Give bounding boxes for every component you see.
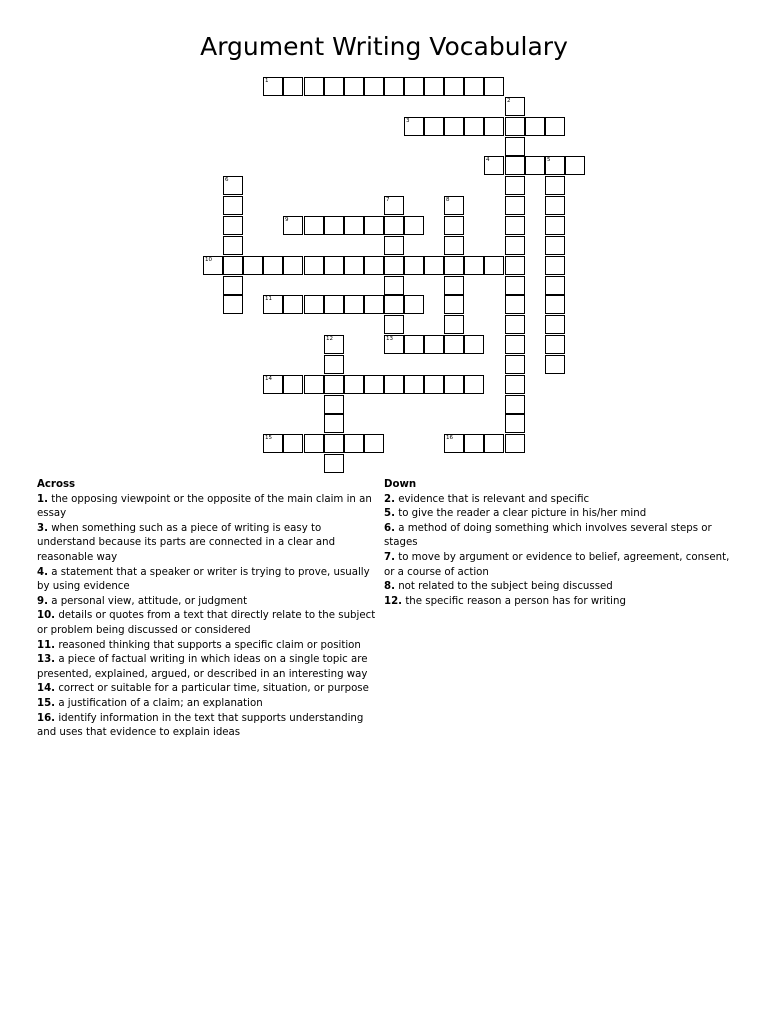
clue-number-label: 16 <box>446 435 453 441</box>
grid-cell[interactable] <box>444 216 464 235</box>
grid-cell[interactable] <box>505 395 525 414</box>
clue-number: 5. <box>384 508 395 520</box>
grid-cell[interactable] <box>464 117 484 136</box>
grid-cell[interactable] <box>464 434 484 453</box>
clue-number: 1. <box>37 493 48 505</box>
grid-cell[interactable] <box>384 256 404 275</box>
grid-cell[interactable] <box>324 335 344 354</box>
grid-cell[interactable] <box>404 375 424 394</box>
grid-cell[interactable] <box>364 77 384 96</box>
clue-number-label: 3 <box>406 118 410 124</box>
clue-number-label: 15 <box>265 435 272 441</box>
grid-cell[interactable] <box>444 236 464 255</box>
grid-cell[interactable] <box>505 97 525 116</box>
grid-cell[interactable] <box>364 434 384 453</box>
grid-cell[interactable] <box>424 375 444 394</box>
grid-cell[interactable] <box>545 335 565 354</box>
grid-cell[interactable] <box>324 216 344 235</box>
grid-cell[interactable] <box>505 335 525 354</box>
grid-cell[interactable] <box>364 256 384 275</box>
grid-cell[interactable] <box>464 375 484 394</box>
grid-cell[interactable] <box>364 216 384 235</box>
down-clue <box>384 595 734 610</box>
across-clue <box>37 682 377 697</box>
clue-text: when something such as a piece of writing is easy to understand because its parts are connected in a clear and reasonable way <box>37 522 336 563</box>
grid-cell[interactable] <box>484 77 504 96</box>
grid-cell[interactable] <box>444 256 464 275</box>
clue-number-label: 14 <box>265 376 272 382</box>
grid-cell[interactable] <box>505 216 525 235</box>
grid-cell[interactable] <box>505 256 525 275</box>
down-clue <box>384 580 734 595</box>
clue-number: 13. <box>37 654 56 666</box>
clue-number: 6. <box>384 522 395 534</box>
grid-cell[interactable] <box>424 335 444 354</box>
grid-cell[interactable] <box>444 335 464 354</box>
grid-cell[interactable] <box>324 355 344 374</box>
across-clues <box>37 478 377 741</box>
clue-number-label: 2 <box>507 98 511 104</box>
grid-cell[interactable] <box>484 434 504 453</box>
grid-cell[interactable] <box>444 315 464 334</box>
grid-cell[interactable] <box>404 216 424 235</box>
grid-cell[interactable] <box>545 256 565 275</box>
grid-cell[interactable] <box>545 236 565 255</box>
grid-cell[interactable] <box>324 454 344 473</box>
grid-cell[interactable] <box>505 176 525 195</box>
grid-cell[interactable] <box>344 216 364 235</box>
grid-cell[interactable] <box>304 295 324 314</box>
grid-cell[interactable] <box>384 77 404 96</box>
grid-cell[interactable] <box>404 117 424 136</box>
clue-text: details or quotes from a text that directly relate to the subject or problem being discussed or considered <box>37 610 376 636</box>
grid-cell[interactable] <box>243 256 263 275</box>
grid-cell[interactable] <box>545 276 565 295</box>
clue-text: the opposing viewpoint or the opposite of the main claim in an essay <box>37 493 372 520</box>
grid-cell[interactable] <box>344 77 364 96</box>
down-clue-list <box>384 493 734 610</box>
grid-cell[interactable] <box>304 375 324 394</box>
grid-cell[interactable] <box>324 77 344 96</box>
grid-cell[interactable] <box>223 276 243 295</box>
clue-number: 3. <box>37 522 48 534</box>
clue-text: to move by argument or evidence to belief, agreement, consent, or a course of action <box>384 551 730 578</box>
grid-cell[interactable] <box>505 375 525 394</box>
crossword-grid <box>0 0 768 480</box>
grid-cell[interactable] <box>545 355 565 374</box>
grid-cell[interactable] <box>223 295 243 314</box>
clue-number: 9. <box>37 595 48 607</box>
grid-cell[interactable] <box>545 156 565 175</box>
page-title: Argument Writing Vocabulary <box>200 32 568 61</box>
across-clue <box>37 493 377 522</box>
grid-cell[interactable] <box>304 256 324 275</box>
grid-cell[interactable] <box>324 375 344 394</box>
grid-cell[interactable] <box>283 77 303 96</box>
grid-cell[interactable] <box>384 315 404 334</box>
grid-cell[interactable] <box>283 256 303 275</box>
grid-cell[interactable] <box>505 355 525 374</box>
clue-text: reasoned thinking that supports a specific claim or position <box>58 639 361 651</box>
grid-cell[interactable] <box>283 434 303 453</box>
grid-cell[interactable] <box>364 375 384 394</box>
grid-cell[interactable] <box>444 434 464 453</box>
grid-cell[interactable] <box>484 156 504 175</box>
grid-cell[interactable] <box>283 295 303 314</box>
down-clue <box>384 551 734 580</box>
grid-cell[interactable] <box>263 77 283 96</box>
grid-cell[interactable] <box>304 77 324 96</box>
clue-text: a method of doing something which involves several steps or stages <box>384 522 712 549</box>
grid-cell[interactable] <box>344 434 364 453</box>
clue-number-label: 13 <box>386 336 393 342</box>
across-clue <box>37 522 377 566</box>
grid-cell[interactable] <box>444 375 464 394</box>
down-clue <box>384 522 734 551</box>
grid-cell[interactable] <box>464 256 484 275</box>
clue-text: a justification of a claim; an explanation <box>58 697 263 709</box>
grid-cell[interactable] <box>565 156 585 175</box>
clue-number-label: 11 <box>265 296 272 302</box>
across-clue-list <box>37 493 377 741</box>
clue-text: to give the reader a clear picture in his/her mind <box>398 508 647 520</box>
grid-cell[interactable] <box>424 117 444 136</box>
across-clue <box>37 653 377 682</box>
clue-text: a piece of factual writing in which ideas on a single topic are presented, explained, argued, or described in an interesting way <box>37 654 368 680</box>
grid-cell[interactable] <box>464 77 484 96</box>
grid-cell[interactable] <box>525 156 545 175</box>
clue-number: 10. <box>37 610 56 622</box>
grid-cell[interactable] <box>384 295 404 314</box>
down-clue <box>384 507 734 522</box>
grid-cell[interactable] <box>223 236 243 255</box>
grid-cell[interactable] <box>525 117 545 136</box>
clue-text: a personal view, attitude, or judgment <box>51 595 248 607</box>
grid-cell[interactable] <box>304 434 324 453</box>
grid-cell[interactable] <box>364 295 384 314</box>
clue-number-label: 9 <box>285 217 289 223</box>
grid-cell[interactable] <box>384 335 404 354</box>
grid-cell[interactable] <box>505 276 525 295</box>
grid-cell[interactable] <box>464 335 484 354</box>
clue-number-label: 12 <box>326 336 333 342</box>
grid-cell[interactable] <box>384 276 404 295</box>
grid-cell[interactable] <box>203 256 223 275</box>
grid-cell[interactable] <box>505 196 525 215</box>
clue-text: a statement that a speaker or writer is trying to prove, usually by using evidence <box>37 566 370 593</box>
clue-number: 16. <box>37 712 56 724</box>
grid-cell[interactable] <box>505 414 525 433</box>
clue-number: 8. <box>384 581 395 593</box>
grid-cell[interactable] <box>344 295 364 314</box>
grid-cell[interactable] <box>344 375 364 394</box>
across-clue <box>37 595 377 610</box>
grid-cell[interactable] <box>444 196 464 215</box>
grid-cell[interactable] <box>384 236 404 255</box>
grid-cell[interactable] <box>545 295 565 314</box>
grid-cell[interactable] <box>324 414 344 433</box>
grid-cell[interactable] <box>223 256 243 275</box>
grid-cell[interactable] <box>444 77 464 96</box>
clue-number-label: 7 <box>386 197 390 203</box>
grid-cell[interactable] <box>263 375 283 394</box>
grid-cell[interactable] <box>484 256 504 275</box>
grid-cell[interactable] <box>404 256 424 275</box>
clue-number: 7. <box>384 551 395 563</box>
grid-cell[interactable] <box>384 216 404 235</box>
grid-cell[interactable] <box>505 236 525 255</box>
grid-cell[interactable] <box>384 196 404 215</box>
grid-cell[interactable] <box>505 434 525 453</box>
grid-cell[interactable] <box>545 315 565 334</box>
clue-text: not related to the subject being discussed <box>398 581 613 593</box>
clue-text: correct or suitable for a particular time, situation, or purpose <box>58 683 369 695</box>
clue-text: the specific reason a person has for writing <box>405 595 626 607</box>
grid-cell[interactable] <box>304 216 324 235</box>
grid-cell[interactable] <box>344 256 364 275</box>
clue-number-label: 8 <box>446 197 450 203</box>
across-clue <box>37 609 377 638</box>
clue-number-label: 10 <box>205 257 212 263</box>
grid-cell[interactable] <box>424 77 444 96</box>
grid-cell[interactable] <box>444 117 464 136</box>
grid-cell[interactable] <box>324 395 344 414</box>
grid-cell[interactable] <box>283 216 303 235</box>
grid-cell[interactable] <box>424 256 444 275</box>
grid-cell[interactable] <box>324 295 344 314</box>
across-heading: Across <box>37 479 76 490</box>
down-clue <box>384 493 734 508</box>
grid-cell[interactable] <box>404 77 424 96</box>
grid-cell[interactable] <box>545 117 565 136</box>
clue-number: 14. <box>37 683 56 695</box>
grid-cell[interactable] <box>444 276 464 295</box>
grid-cell[interactable] <box>404 295 424 314</box>
grid-cell[interactable] <box>545 176 565 195</box>
across-clue <box>37 639 377 654</box>
grid-cell[interactable] <box>263 256 283 275</box>
grid-cell[interactable] <box>263 295 283 314</box>
clue-number-label: 4 <box>486 157 490 163</box>
grid-cell[interactable] <box>545 196 565 215</box>
down-heading: Down <box>384 479 417 490</box>
grid-cell[interactable] <box>384 375 404 394</box>
down-clues <box>384 478 734 609</box>
clue-text: identify information in the text that supports understanding and uses that evidence to explain ideas <box>37 712 364 739</box>
clue-number: 11. <box>37 639 56 651</box>
grid-cell[interactable] <box>404 335 424 354</box>
clue-number: 2. <box>384 493 395 505</box>
grid-cell[interactable] <box>505 156 525 175</box>
clue-number-label: 6 <box>225 177 229 183</box>
clue-number: 4. <box>37 566 48 578</box>
grid-cell[interactable] <box>223 176 243 195</box>
grid-cell[interactable] <box>484 117 504 136</box>
across-clue <box>37 712 377 741</box>
clue-text: evidence that is relevant and specific <box>398 493 590 505</box>
grid-cell[interactable] <box>283 375 303 394</box>
grid-cell[interactable] <box>324 434 344 453</box>
across-clue <box>37 697 377 712</box>
grid-cell[interactable] <box>505 295 525 314</box>
across-clue <box>37 566 377 595</box>
grid-cell[interactable] <box>223 216 243 235</box>
grid-cell[interactable] <box>263 434 283 453</box>
clue-number: 15. <box>37 697 56 709</box>
grid-cell[interactable] <box>444 295 464 314</box>
grid-cell[interactable] <box>505 137 525 156</box>
grid-cell[interactable] <box>324 256 344 275</box>
grid-cell[interactable] <box>505 117 525 136</box>
grid-cell[interactable] <box>505 315 525 334</box>
grid-cell[interactable] <box>223 196 243 215</box>
clue-number-label: 5 <box>547 157 551 163</box>
clue-number: 12. <box>384 595 403 607</box>
clue-number-label: 1 <box>265 78 269 84</box>
grid-cell[interactable] <box>545 216 565 235</box>
